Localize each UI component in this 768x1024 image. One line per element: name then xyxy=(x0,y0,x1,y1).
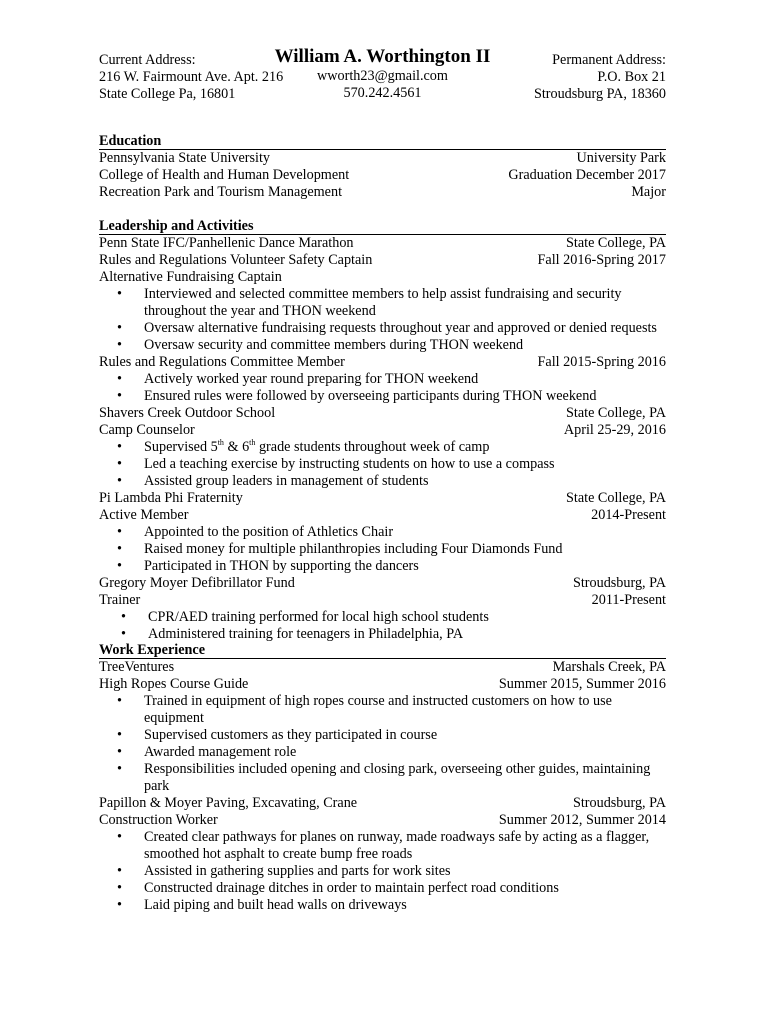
bullet-list xyxy=(99,609,666,643)
list-item: • Assisted in gathering supplies and parts for work sites xyxy=(99,863,666,880)
organization: Papillon & Moyer Paving, Excavating, Crane xyxy=(99,795,358,811)
location: State College, PA xyxy=(566,405,666,421)
role: Trainer xyxy=(99,592,141,608)
dates: Summer 2012, Summer 2014 xyxy=(498,812,666,828)
list-item: • Supervised customers as they participated in course xyxy=(99,727,666,744)
school-name: Pennsylvania State University xyxy=(99,150,271,166)
email: wworth23@gmail.com xyxy=(317,68,448,84)
section-heading-leadership: Leadership and Activities xyxy=(99,219,666,235)
entry-role xyxy=(99,592,666,609)
list-item: • Trained in equipment of high ropes course and instructed customers on how to use equipment xyxy=(99,693,666,727)
role: Camp Counselor xyxy=(99,422,195,438)
list-item: • Oversaw alternative fundraising requests throughout year and approved or denied requests xyxy=(99,320,666,337)
entry-role xyxy=(99,812,666,829)
location: State College, PA xyxy=(566,235,666,251)
role: Alternative Fundraising Captain xyxy=(99,269,282,285)
list-item: • Interviewed and selected committee members to help assist fundraising and security throughout the year and THON weekend xyxy=(99,286,666,320)
entry-header xyxy=(99,235,666,252)
education-row xyxy=(99,184,666,201)
bullet-list xyxy=(99,439,666,490)
list-item: • Created clear pathways for planes on runway, made roadways safe by acting as a flagger, smoothed hot asphalt to create bump free roads xyxy=(99,829,666,863)
role: High Ropes Course Guide xyxy=(99,676,249,692)
list-item: • Administered training for teenagers in Philadelphia, PA xyxy=(99,626,666,643)
location: Marshals Creek, PA xyxy=(552,659,666,675)
applicant-name: William A. Worthington II xyxy=(274,46,491,67)
role: Rules and Regulations Committee Member xyxy=(99,354,345,370)
bullet-list xyxy=(99,693,666,795)
organization: Shavers Creek Outdoor School xyxy=(99,405,276,421)
entry-header xyxy=(99,490,666,507)
bullet-list xyxy=(99,371,666,405)
phone: 570.242.4561 xyxy=(343,85,422,101)
dates: Fall 2015-Spring 2016 xyxy=(537,354,666,370)
entry-role xyxy=(99,354,666,371)
entry-role xyxy=(99,269,666,286)
role: Construction Worker xyxy=(99,812,218,828)
bullet-list xyxy=(99,829,666,914)
education-row xyxy=(99,167,666,184)
list-item: • Actively worked year round preparing for THON weekend xyxy=(99,371,666,388)
dates: Fall 2016-Spring 2017 xyxy=(537,252,666,268)
college-name: College of Health and Human Development xyxy=(99,167,350,183)
role: Active Member xyxy=(99,507,189,523)
current-address-label: Current Address: xyxy=(99,52,196,68)
dates: 2011-Present xyxy=(591,592,666,608)
entry-role xyxy=(99,676,666,693)
list-item: • Appointed to the position of Athletics Chair xyxy=(99,524,666,541)
dates: Summer 2015, Summer 2016 xyxy=(498,676,666,692)
study-type: Major xyxy=(631,184,666,200)
bullet-list xyxy=(99,286,666,354)
entry-header xyxy=(99,575,666,592)
bullet-list xyxy=(99,524,666,575)
list-item: • Ensured rules were followed by overseeing participants during THON weekend xyxy=(99,388,666,405)
list-item: • Supervised 5th & 6th grade students throughout week of camp xyxy=(99,439,666,456)
list-item: • Constructed drainage ditches in order to maintain perfect road conditions xyxy=(99,880,666,897)
section-heading-education: Education xyxy=(99,134,666,150)
organization: TreeVentures xyxy=(99,659,175,675)
list-item: • Awarded management role xyxy=(99,744,666,761)
permanent-address-line2: Stroudsburg PA, 18360 xyxy=(533,86,666,102)
dates: 2014-Present xyxy=(591,507,666,523)
list-item: • Laid piping and built head walls on driveways xyxy=(99,897,666,914)
entry-header xyxy=(99,659,666,676)
list-item: • Raised money for multiple philanthropies including Four Diamonds Fund xyxy=(99,541,666,558)
school-location: University Park xyxy=(576,150,666,166)
entry-role xyxy=(99,252,666,269)
entry-header xyxy=(99,795,666,812)
field-of-study: Recreation Park and Tourism Management xyxy=(99,184,343,200)
list-item: • Led a teaching exercise by instructing students on how to use a compass xyxy=(99,456,666,473)
location: State College, PA xyxy=(566,490,666,506)
dates: April 25-29, 2016 xyxy=(563,422,666,438)
location: Stroudsburg, PA xyxy=(572,575,666,591)
permanent-address-label: Permanent Address: xyxy=(552,52,666,68)
graduation-date: Graduation December 2017 xyxy=(508,167,666,183)
entry-role xyxy=(99,422,666,439)
entry-role xyxy=(99,507,666,524)
resume-body xyxy=(99,134,666,914)
organization: Gregory Moyer Defibrillator Fund xyxy=(99,575,295,591)
list-item: • Assisted group leaders in management of students xyxy=(99,473,666,490)
section-heading-work: Work Experience xyxy=(99,643,666,659)
list-item: • Responsibilities included opening and closing park, overseeing other guides, maintaining park xyxy=(99,761,666,795)
list-item: • Participated in THON by supporting the dancers xyxy=(99,558,666,575)
education-row xyxy=(99,150,666,167)
permanent-address-line1: P.O. Box 21 xyxy=(597,69,666,85)
role: Rules and Regulations Volunteer Safety Captain xyxy=(99,252,373,268)
current-address-line2: State College Pa, 16801 xyxy=(99,86,236,102)
entry-header xyxy=(99,405,666,422)
current-address-line1: 216 W. Fairmount Ave. Apt. 216 xyxy=(99,69,284,85)
permanent-address xyxy=(534,52,666,103)
list-item: • CPR/AED training performed for local high school students xyxy=(99,609,666,626)
organization: Penn State IFC/Panhellenic Dance Marathon xyxy=(99,235,354,251)
organization: Pi Lambda Phi Fraternity xyxy=(99,490,243,506)
list-item: • Oversaw security and committee members during THON weekend xyxy=(99,337,666,354)
location: Stroudsburg, PA xyxy=(572,795,666,811)
